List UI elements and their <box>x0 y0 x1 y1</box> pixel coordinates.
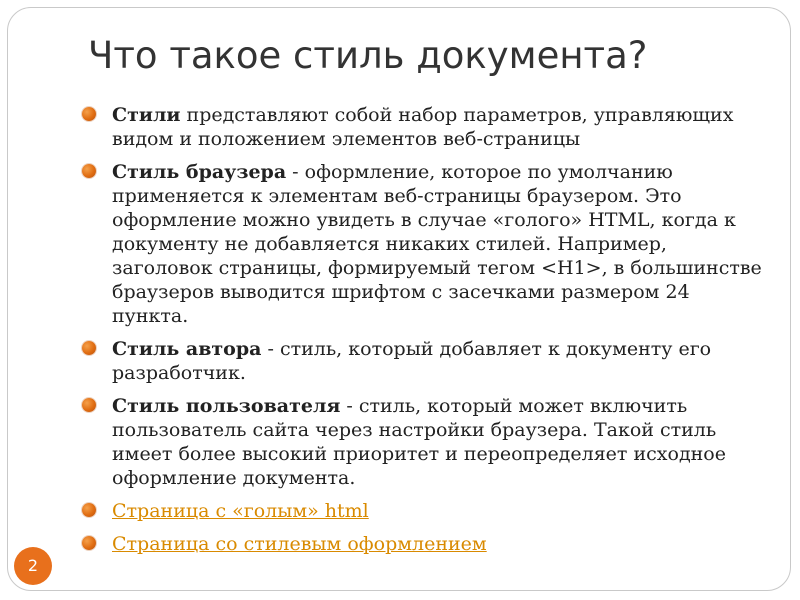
orange-bullet-icon <box>82 107 96 121</box>
bullet-text: - оформление, которое по умолчанию применяется к элементам веб-страницы браузером. Это оформление можно увидеть в случае «голого» HTML, когда к документу не добавляется никаких стилей. Например, заголовок страницы, формируемый тегом <H1>, в большинстве браузеров выводится шрифтом с засечками размером 24 пункта. <box>112 161 762 327</box>
bullet-list <box>82 103 762 565</box>
bullet-user-style <box>82 394 762 490</box>
bullet-term: Стиль пользователя <box>112 395 341 417</box>
slide-title: Что такое стиль документа? <box>88 34 648 77</box>
styled-page-link[interactable]: Страница со стилевым оформлением <box>112 533 487 555</box>
bullet-link-styled-page <box>82 532 762 556</box>
bullet-term: Стиль браузера <box>112 161 287 183</box>
orange-bullet-icon <box>82 536 96 550</box>
bullet-text: - стиль, который может включить пользователь сайта через настройки браузера. Такой стиль имеет более высокий приоритет и переопределяет исходное оформление документа. <box>112 395 726 489</box>
orange-bullet-icon <box>82 341 96 355</box>
orange-bullet-icon <box>82 398 96 412</box>
bullet-link-plain-html <box>82 499 762 523</box>
bullet-term: Стили <box>112 104 181 126</box>
bullet-author-style <box>82 337 762 385</box>
bullet-text: - стиль, который добавляет к документу его разработчик. <box>112 338 712 384</box>
plain-html-page-link[interactable]: Страница с «голым» html <box>112 500 369 522</box>
bullet-text: представляют собой набор параметров, управляющих видом и положением элементов веб-страницы <box>112 104 734 150</box>
bullet-browser-style <box>82 160 762 328</box>
orange-bullet-icon <box>82 503 96 517</box>
bullet-styles <box>82 103 762 151</box>
page-number-badge: 2 <box>14 547 52 585</box>
bullet-term: Стиль автора <box>112 338 262 360</box>
orange-bullet-icon <box>82 164 96 178</box>
